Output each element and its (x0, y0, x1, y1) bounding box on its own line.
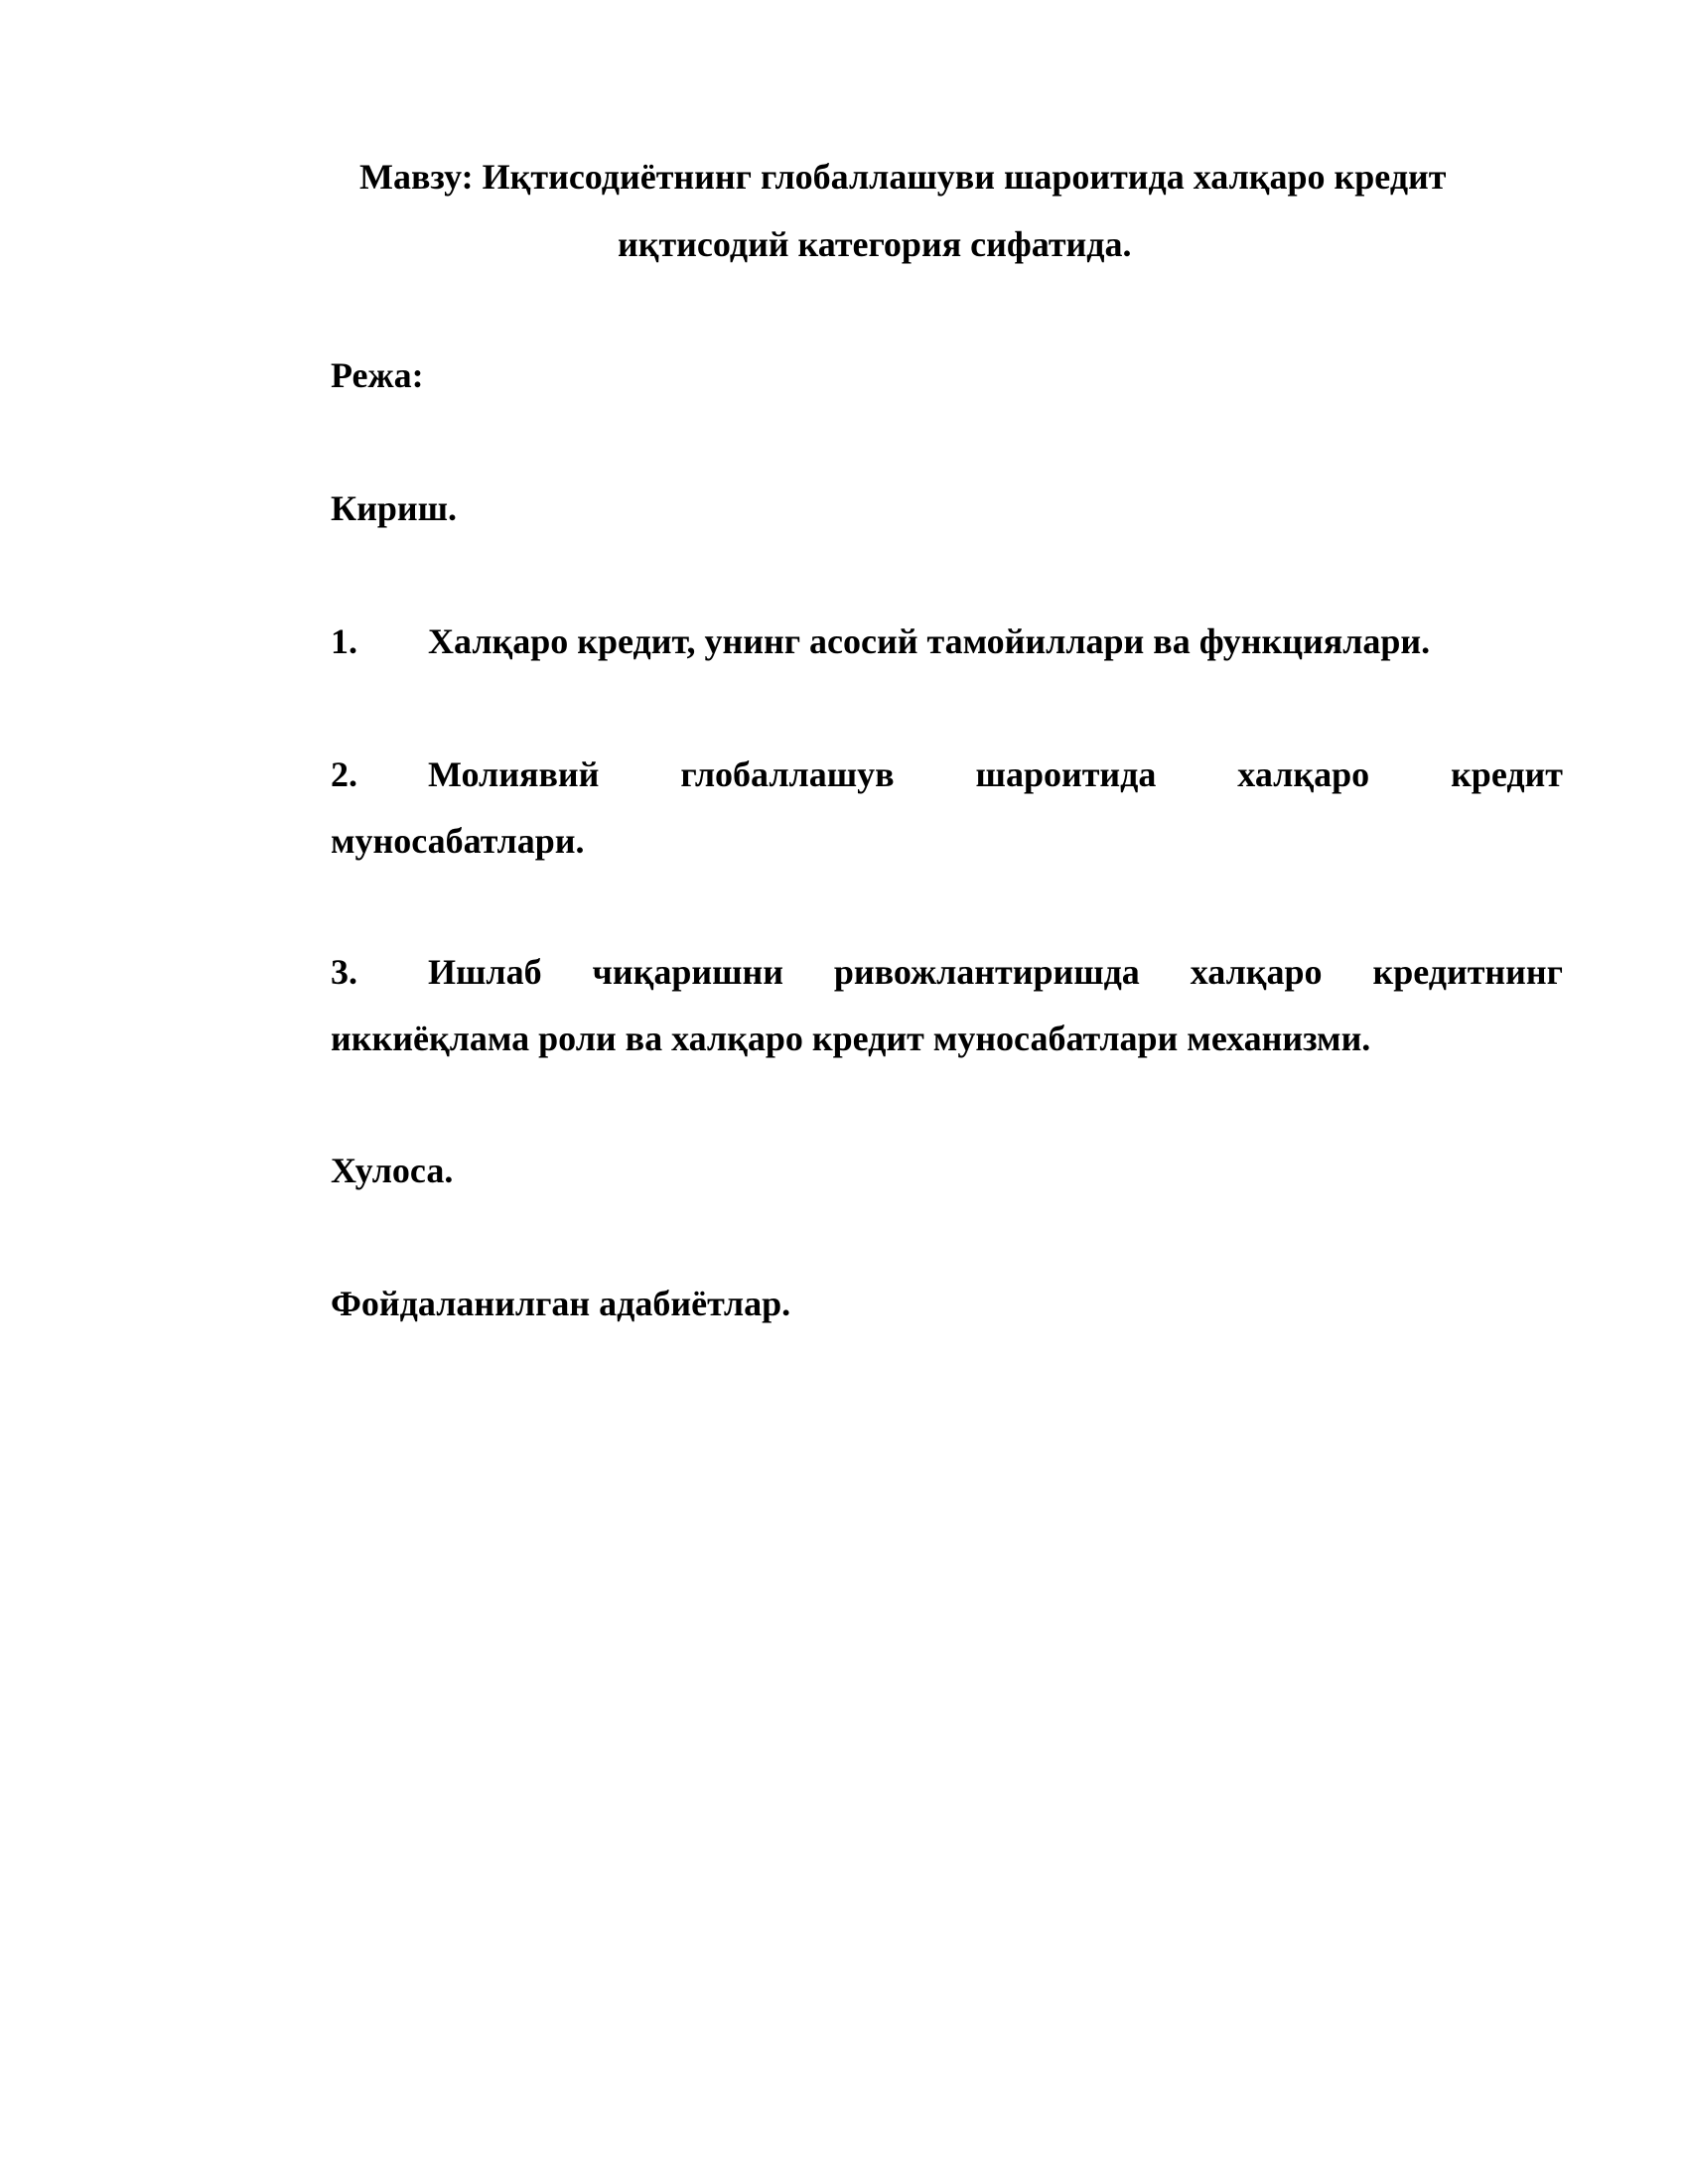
item-3-word: ривожлантиришда (833, 952, 1140, 992)
plan-heading: Режа: (331, 355, 424, 395)
item-3-word: чиқаришни (592, 952, 783, 992)
item-3-word: халқаро (1190, 952, 1323, 992)
document-title-line-1: Мавзу: Иқтисодиётнинг глобаллашуви шароитида халқаро кредит (359, 157, 1447, 197)
item-3-word: Ишлаб (428, 952, 542, 992)
item-2-first-line (428, 756, 1563, 792)
intro-item: Кириш. (331, 488, 458, 528)
item-3-continuation: иккиёқлама роли ва халқаро кредит муносабатлари механизми. (331, 1019, 1371, 1058)
item-2-word: шароитида (975, 754, 1157, 794)
item-3-word: кредитнинг (1372, 952, 1563, 992)
item-1-number: 1. (331, 621, 357, 661)
item-3-first-line (428, 954, 1563, 990)
item-1-text: Халқаро кредит, унинг асосий тамойиллари ва функциялари. (428, 621, 1431, 661)
item-3-number: 3. (331, 952, 357, 992)
item-2-word: халқаро (1237, 754, 1370, 794)
item-2-number: 2. (331, 754, 357, 794)
literature-item: Фойдаланилган адабиётлар. (331, 1284, 791, 1323)
document-title-line-2: иқтисодий категория сифатида. (618, 224, 1132, 264)
conclusion-item: Хулоса. (331, 1151, 454, 1190)
item-2-word: Молиявий (428, 754, 600, 794)
item-2-word: глобаллашув (680, 754, 895, 794)
item-2-word: кредит (1451, 754, 1563, 794)
item-2-continuation: муносабатлари. (331, 821, 585, 861)
